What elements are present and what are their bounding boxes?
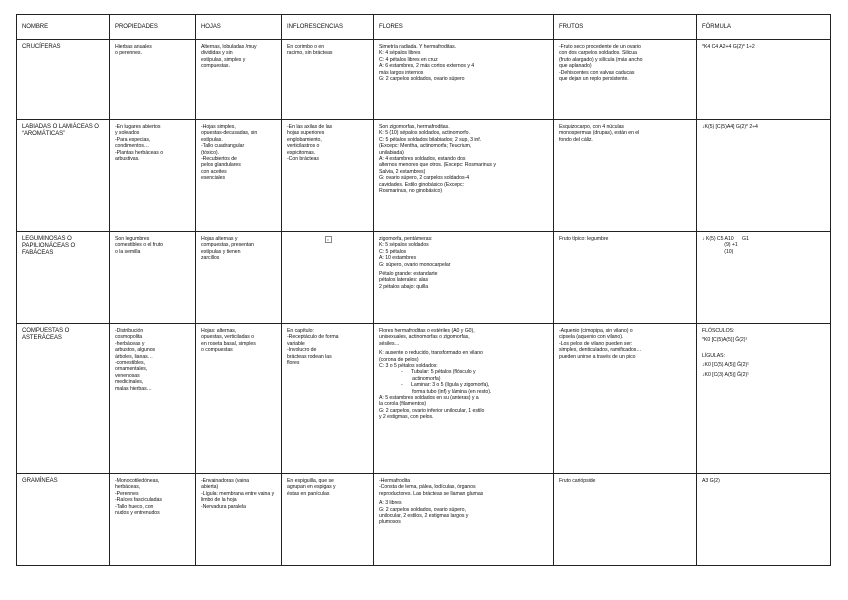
- cell-line: o perennes.: [115, 50, 142, 57]
- cell-line: A: 3 libres: [379, 500, 402, 507]
- cell-line: (corona de pelos): [379, 356, 419, 363]
- cell-line: -Dehiscentes con valvas caducas: [559, 69, 635, 76]
- cell-line: K: 5 (10) sépalos soldados, actinomorfo.: [379, 130, 470, 137]
- cell-line: *K0 [C(5)A(5)] Ĝ(2)¹: [702, 337, 748, 344]
- cell-line: En capítulo:: [287, 328, 314, 334]
- family-name: COMPUESTAS O ASTERÁCEAS: [17, 324, 110, 474]
- cell-line: esenciales: [201, 175, 226, 182]
- cell-line: monospermas (drupas), están en el: [559, 130, 640, 137]
- cell-line: A: 5 estambres soldados en su (anteras) y a: [379, 395, 479, 402]
- cell-line: éstas en panículas: [287, 490, 330, 497]
- cell-line: ↓K(5) [C(5)A4] G(2)* 2÷4: [702, 124, 758, 130]
- formula-cell: [697, 232, 831, 324]
- cell-line: K: ausente o reducido, transformado en vilano: [379, 350, 483, 357]
- cell-line: simples, denticulados, ramificados…: [559, 347, 642, 354]
- header-nombre: NOMBRE: [17, 15, 110, 40]
- flowers-cell: [374, 40, 554, 120]
- cell-line: alternos menores que otros. (Excepc: Rosmarinus y: [379, 162, 496, 169]
- cell-line: C: 5 pétalos soldados bilabiados; 2 sup, 3 inf.: [379, 136, 482, 143]
- inflorescence-cell: [282, 40, 374, 120]
- cell-line: en roseta basal, simples: [201, 340, 256, 347]
- cell-line: 2 pétalos abajo: quilla: [379, 283, 429, 290]
- cell-line: agrupan en espigas y: [287, 484, 336, 491]
- cell-line: -Los pelos de vilano pueden ser:: [559, 340, 633, 347]
- flowers-main: [379, 328, 549, 369]
- table-row: [17, 474, 831, 566]
- cell-line: pueden unirse a través de un pico: [559, 353, 636, 360]
- cell-line: con dos carpelos soldados. Silicua: [559, 50, 637, 57]
- cell-line: -Fruto seco procedente de un ovario: [559, 44, 641, 50]
- cell-line: Flores hermafroditas o estériles (A0 y G0),: [379, 328, 475, 334]
- cell-line: árboles, lianas…: [115, 353, 153, 360]
- cell-line: condimentos…: [115, 143, 150, 150]
- cell-line: ↓ K(5) C5 A10 G1: [702, 236, 749, 242]
- cell-line: nudos y entrenudos: [115, 510, 160, 517]
- flowers-cell: [374, 232, 554, 324]
- properties-cell: [110, 120, 196, 232]
- cell-line: ornamentales,: [115, 366, 148, 373]
- cell-line: G: ovario súpero, 2 carpelos soldados-4: [379, 175, 470, 182]
- table-row: [17, 324, 831, 474]
- cell-line: -Aquenio (cimopipa, sin vilano) o: [559, 328, 633, 334]
- formula-cell: [697, 474, 831, 566]
- missing-image-icon: ×: [325, 236, 332, 243]
- header-inflorescencias: INFLORESCENCIAS: [282, 15, 374, 40]
- cell-line: opuestas-decusadas, sin: [201, 130, 258, 137]
- cell-line: y 2 estigmas, con pelos.: [379, 414, 434, 421]
- cell-line: -Envainadoras (vaina: [201, 478, 250, 484]
- cell-line: Fruto típico: legumbre: [559, 236, 609, 242]
- cell-line: pétalos laterales: alas: [379, 277, 429, 284]
- flowers-cell: [374, 120, 554, 232]
- cell-line: Hojas: alternas,: [201, 328, 237, 334]
- family-name: GRAMÍNEAS: [17, 474, 110, 566]
- cell-line: Pétalo grande: estandarte: [379, 271, 438, 278]
- cell-line: estípulas y tienen: [201, 248, 241, 255]
- inflorescence-cell: [282, 232, 374, 324]
- flowers-cell: [374, 474, 554, 566]
- header-row: [17, 15, 831, 40]
- cell-line: -Receptáculo de forma: [287, 334, 339, 341]
- cell-line: abierta): [201, 484, 219, 491]
- table-row: [17, 40, 831, 120]
- cell-line: (10): [702, 248, 734, 255]
- properties-cell: [110, 40, 196, 120]
- cell-line: ↓K0 [C(5) A(5)] Ĝ(2)¹: [702, 362, 749, 369]
- cell-line: venenosas: [115, 372, 140, 379]
- cell-line: -Distribución: [115, 328, 144, 334]
- flowers-corolla-types: [379, 369, 549, 395]
- cell-line: unilabiada): [379, 149, 404, 156]
- fruits-cell: [554, 232, 697, 324]
- header-hojas: HOJAS: [196, 15, 282, 40]
- leaves-cell: [196, 120, 282, 232]
- cell-line: opuestas, verticiladas o: [201, 334, 255, 341]
- cell-line: o la semilla: [115, 248, 141, 255]
- cell-line: variable: [287, 340, 305, 347]
- cell-line: medicinales,: [115, 379, 144, 386]
- cell-line: *K4 C4 A2+4 G(2)* 1÷2: [702, 44, 755, 50]
- cell-line: Son zigomorfas, hermafroditas.: [379, 124, 450, 130]
- cell-line: actinomorfa): [401, 375, 441, 382]
- header-frutos: FRUTOS: [554, 15, 697, 40]
- cell-line: estípulas.: [201, 136, 223, 143]
- cell-line: A3 G(2): [702, 478, 720, 484]
- cell-line: Hojas alternas y: [201, 236, 238, 242]
- cell-line: Simetría radiada. Y hermafroditas.: [379, 44, 457, 50]
- cell-line: G: súpero, ovario monocarpelar: [379, 261, 451, 268]
- cell-line: flores: [287, 360, 300, 367]
- cell-line: limbo de la hoja: [201, 497, 237, 504]
- cell-line: la corola (filamentos): [379, 401, 427, 408]
- cell-line: pelos glandulares: [201, 162, 241, 169]
- cell-line: -Con brácteas: [287, 156, 319, 163]
- cell-line: K: 4 sépalos libres: [379, 50, 421, 57]
- cell-line: K: 5 sépalos soldados: [379, 242, 429, 249]
- cell-line: zarcillos: [201, 255, 220, 262]
- fruits-cell: [554, 40, 697, 120]
- cell-line: reproductores. Las brácteas se llaman glumas: [379, 490, 484, 497]
- cell-line: verticilastros o: [287, 143, 320, 150]
- formula-cell: [697, 120, 831, 232]
- cell-line: hojas superiores: [287, 130, 325, 137]
- cell-line: Rosmarinus, no ginobásico): [379, 188, 442, 195]
- cell-line: -Hojas simples,: [201, 124, 236, 130]
- cell-line: -Recubiertos de: [201, 156, 237, 163]
- cell-line: Salvia, 2 estambres): [379, 168, 426, 175]
- cell-line: y soleados: [115, 130, 140, 137]
- cell-line: sésiles…: [379, 340, 400, 347]
- cell-line: Esquizocarpo, con 4 núculas: [559, 124, 624, 130]
- cell-line: fondo del cáliz.: [559, 136, 593, 143]
- cell-line: comestibles o el fruto: [115, 242, 163, 249]
- cell-line: -En lugares abiertos: [115, 124, 161, 130]
- cell-line: arbustivas.: [115, 156, 140, 163]
- cell-line: -Involucro de: [287, 347, 317, 354]
- cell-line: - Laminar: 3 o 5 (lígula y zigomorfa),: [401, 382, 490, 389]
- cell-line: G: 2 carpelos, ovario inferior unilocular, 1 estilo: [379, 407, 485, 414]
- cell-line: (9) +1: [702, 242, 738, 249]
- cell-line: que dejan un replo persistente.: [559, 76, 629, 83]
- cell-line: (Excepc: Mentha, actinomorfa; Teucrium,: [379, 143, 472, 150]
- cell-line: C: 3 o 5 pétalos soldados:: [379, 363, 438, 370]
- formula-cell: [697, 40, 831, 120]
- cell-line: -Hermafrodita: [379, 478, 411, 484]
- table-row: [17, 232, 831, 324]
- cell-line: Hierbas anuales: [115, 44, 152, 50]
- cell-line: -Perennes: [115, 490, 139, 497]
- cell-line: englobamiento,: [287, 136, 322, 143]
- cell-line: FLÓSCULOS:: [702, 328, 735, 334]
- properties-cell: [110, 232, 196, 324]
- inflorescence-cell: [282, 324, 374, 474]
- cell-line: Alternas, lobuladas /muy: [201, 44, 257, 50]
- cell-line: -comestibles,: [115, 360, 145, 367]
- cell-line: Fruto cariópside: [559, 478, 596, 484]
- cell-line: forma tubo (inf) y lámina (en resto).: [401, 388, 492, 395]
- cell-line: racimo, sin brácteas: [287, 50, 333, 57]
- inflorescence-cell: [282, 120, 374, 232]
- fruits-cell: [554, 324, 697, 474]
- cell-line: En espiguilla, que se: [287, 478, 334, 484]
- cell-line: C: 4 pétalos libres en cruz: [379, 56, 438, 63]
- leaves-cell: [196, 324, 282, 474]
- cell-line: -herbáceas y: [115, 340, 145, 347]
- cell-line: (fruto alargado) y silícula (más ancho: [559, 56, 643, 63]
- cell-line: A: 10 estambres: [379, 255, 417, 262]
- cell-line: espicitomas.: [287, 149, 316, 156]
- cell-line: cipsela (aquenio con vilano).: [559, 334, 624, 341]
- cell-line: compuestas, presentan: [201, 242, 254, 249]
- cell-line: (tóxico).: [201, 149, 219, 156]
- table-row: [17, 120, 831, 232]
- cell-line: herbáceas,: [115, 484, 141, 491]
- cell-line: cavidades. Estilo ginobásico (Excepc:: [379, 181, 464, 188]
- cell-line: plumosos: [379, 519, 401, 526]
- flowers-tail: [379, 395, 549, 421]
- cell-line: -Tallo cuadrangular: [201, 143, 245, 150]
- cell-line: unisexuales, actinomorfas o zigomorfas,: [379, 334, 470, 341]
- cell-line: -Nervadura paralela: [201, 503, 246, 510]
- header-formula: FÓRMULA: [697, 15, 831, 40]
- cell-line: zigomorfa, pentámeras:: [379, 236, 433, 242]
- cell-line: o compuestas: [201, 347, 233, 354]
- cell-line: arbustos, algunos: [115, 347, 156, 354]
- leaves-cell: [196, 40, 282, 120]
- cell-line: cosmopolita: [115, 334, 143, 341]
- cell-line: -Plantas herbáceas o: [115, 149, 164, 156]
- inflorescence-cell: [282, 474, 374, 566]
- flowers-cell: [374, 324, 554, 474]
- fruits-cell: [554, 120, 697, 232]
- cell-line: LÍGULAS:: [702, 352, 725, 359]
- family-name: CRUCÍFERAS: [17, 40, 110, 120]
- leaves-cell: [196, 232, 282, 324]
- cell-line: A: 6 estambres, 2 más cortos externos y 4: [379, 63, 475, 70]
- cell-line: -Tallo hueco, con: [115, 503, 154, 510]
- header-flores: FLORES: [374, 15, 554, 40]
- cell-line: con aceites: [201, 168, 227, 175]
- properties-cell: [110, 324, 196, 474]
- cell-line: G: 2 carpelos soldados, ovario súpero,: [379, 506, 466, 513]
- plant-families-table: [16, 14, 831, 566]
- cell-line: ↓K0 [C(3) A(5)] Ĝ(2)¹: [702, 371, 749, 378]
- cell-line: -Monocotiledóneas,: [115, 478, 160, 484]
- cell-line: Son legumbres: [115, 236, 150, 242]
- cell-line: -Consta de lema, pálea, lodículas, órganos: [379, 484, 476, 491]
- formula-cell: [697, 324, 831, 474]
- cell-line: brácteas rodean las: [287, 353, 332, 360]
- properties-cell: [110, 474, 196, 566]
- cell-line: unilocular, 2 estilos, 2 estigmas largos y: [379, 513, 469, 520]
- plant-families-table-sheet: [16, 14, 831, 566]
- leaves-cell: [196, 474, 282, 566]
- cell-line: que aplanado): [559, 63, 592, 70]
- fruits-cell: [554, 474, 697, 566]
- cell-line: - Tubular: 5 pétalos (flósculo y: [401, 369, 476, 376]
- cell-line: malas hierbas…: [115, 385, 152, 392]
- cell-line: C: 5 pétalos: [379, 248, 407, 255]
- cell-line: -Para especias,: [115, 136, 151, 143]
- cell-line: -Raíces fasciculadas: [115, 497, 162, 504]
- cell-line: divididas y sin: [201, 50, 233, 57]
- family-name: LEGUMINOSAS O PAPILIONÁCEAS O FABÁCEAS: [17, 232, 110, 324]
- cell-line: A: 4 estambres soldados, estando dos: [379, 156, 466, 163]
- cell-line: estípulas, simples y: [201, 56, 246, 63]
- family-name: LABIADAS O LAMIÁCEAS O “AROMÁTICAS”: [17, 120, 110, 232]
- header-propiedades: PROPIEDADES: [110, 15, 196, 40]
- cell-line: G: 2 carpelos soldados, ovario súpero: [379, 76, 465, 83]
- cell-line: compuestas.: [201, 63, 230, 70]
- cell-line: En corimbo o en: [287, 44, 325, 50]
- cell-line: -En las axilas de las: [287, 124, 333, 130]
- cell-line: más largos internos: [379, 69, 424, 76]
- cell-line: -Lígula: membrana entre vaina y: [201, 490, 275, 497]
